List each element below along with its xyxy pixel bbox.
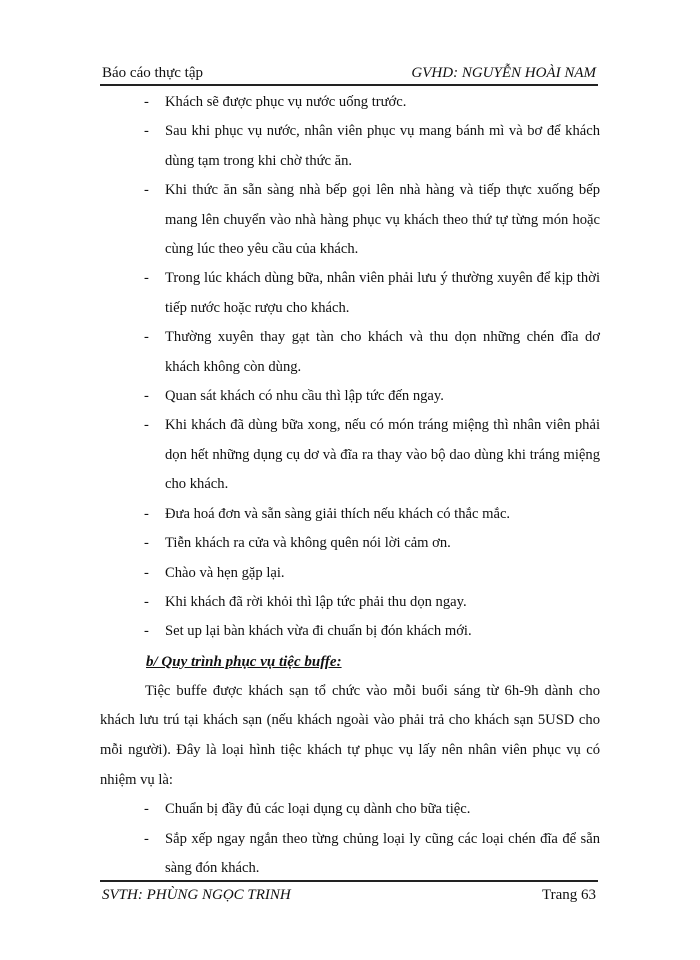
list-item [100,323,600,382]
section-heading: b/ Quy trình phục vụ tiệc buffe: [146,653,342,670]
list-item-text: Khách sẽ được phục vụ nước uống trước. [165,94,407,110]
list-item [100,117,600,176]
list-item-text: Khi khách đã dùng bữa xong, nếu có món tráng miệng thì nhân viên phải dọn hết những dụng cụ dơ và đĩa ra thay vào bộ dao dùng khi tráng miệng cho khách. [165,417,600,493]
page-header [100,60,598,86]
list-item-text: Khi khách đã rời khỏi thì lập tức phải thu dọn ngay. [165,593,467,610]
list-item [100,500,600,529]
list-item [100,176,600,264]
bullet-dash: - [144,593,149,610]
page-footer [100,880,598,903]
bullet-dash: - [144,505,149,522]
page-body [100,88,600,883]
list-item-text: Set up lại bàn khách vừa đi chuẩn bị đón khách mới. [165,623,472,640]
list-item-text: Tiễn khách ra cửa và không quên nói lời cảm ơn. [165,535,451,552]
footer-student-name: SVTH: PHÙNG NGỌC TRINH [102,887,291,903]
bullet-dash: - [144,388,149,405]
bullet-dash: - [144,564,149,581]
list-item-text: Sắp xếp ngay ngắn theo từng chủng loại ly cũng các loại chén đĩa để sẵn sàng đón khách. [165,830,600,876]
list-item [100,795,600,824]
bullet-dash: - [144,417,149,434]
list-item [100,617,600,646]
list-item [100,559,600,588]
list-item [100,529,600,558]
list-item-text: Chuẩn bị đầy đủ các loại dụng cụ dành cho bữa tiệc. [165,801,471,818]
bullet-list-service-steps [100,88,600,647]
bullet-dash: - [144,329,149,346]
bullet-dash: - [144,535,149,552]
list-item-text: Đưa hoá đơn và sẵn sàng giải thích nếu khách có thắc mắc. [165,505,511,522]
list-item-text: Trong lúc khách dùng bữa, nhân viên phải lưu ý thường xuyên để kịp thời tiếp nước hoặc rượu cho khách. [165,270,600,316]
bullet-dash: - [144,801,149,818]
bullet-dash: - [144,123,149,140]
list-item [100,264,600,323]
list-item-text: Thường xuyên thay gạt tàn cho khách và thu dọn những chén đĩa dơ khách không còn dùng. [165,329,600,375]
list-item-text: Khi thức ăn sẵn sàng nhà bếp gọi lên nhà hàng và tiếp thực xuống bếp mang lên chuyển vào nhà hàng phục vụ khách theo thứ tự từng món hoặc cùng lúc theo yêu cầu của khách. [165,182,600,258]
bullet-dash: - [144,270,149,287]
header-advisor: GVHD: NGUYỄN HOÀI NAM [411,65,596,81]
list-item [100,588,600,617]
bullet-dash: - [144,182,149,199]
bullet-dash: - [144,623,149,640]
header-report-title: Báo cáo thực tập [102,65,204,81]
list-item-text: Quan sát khách có nhu cầu thì lập tức đến ngay. [165,388,444,405]
list-item [100,825,600,884]
body-paragraph: Tiệc buffe được khách sạn tổ chức vào mỗi buổi sáng từ 6h-9h dành cho khách lưu trú tại khách sạn (nếu khách ngoài vào phải trả cho khách sạn 5USD cho mỗi người). Đây là loại hình tiệc khách tự phục vụ lấy nên nhân viên phục vụ có nhiệm vụ là: [100,682,600,788]
list-item [100,382,600,411]
page-number: Trang 63 [541,887,596,903]
list-item-text: Chào và hẹn gặp lại. [165,564,285,581]
bullet-list-buffet-duties [100,795,600,883]
list-item [100,88,600,117]
bullet-dash: - [144,94,149,110]
bullet-dash: - [144,830,149,847]
list-item-text: Sau khi phục vụ nước, nhân viên phục vụ mang bánh mì và bơ để khách dùng tạm trong khi chờ thức ăn. [165,123,600,169]
list-item [100,411,600,499]
